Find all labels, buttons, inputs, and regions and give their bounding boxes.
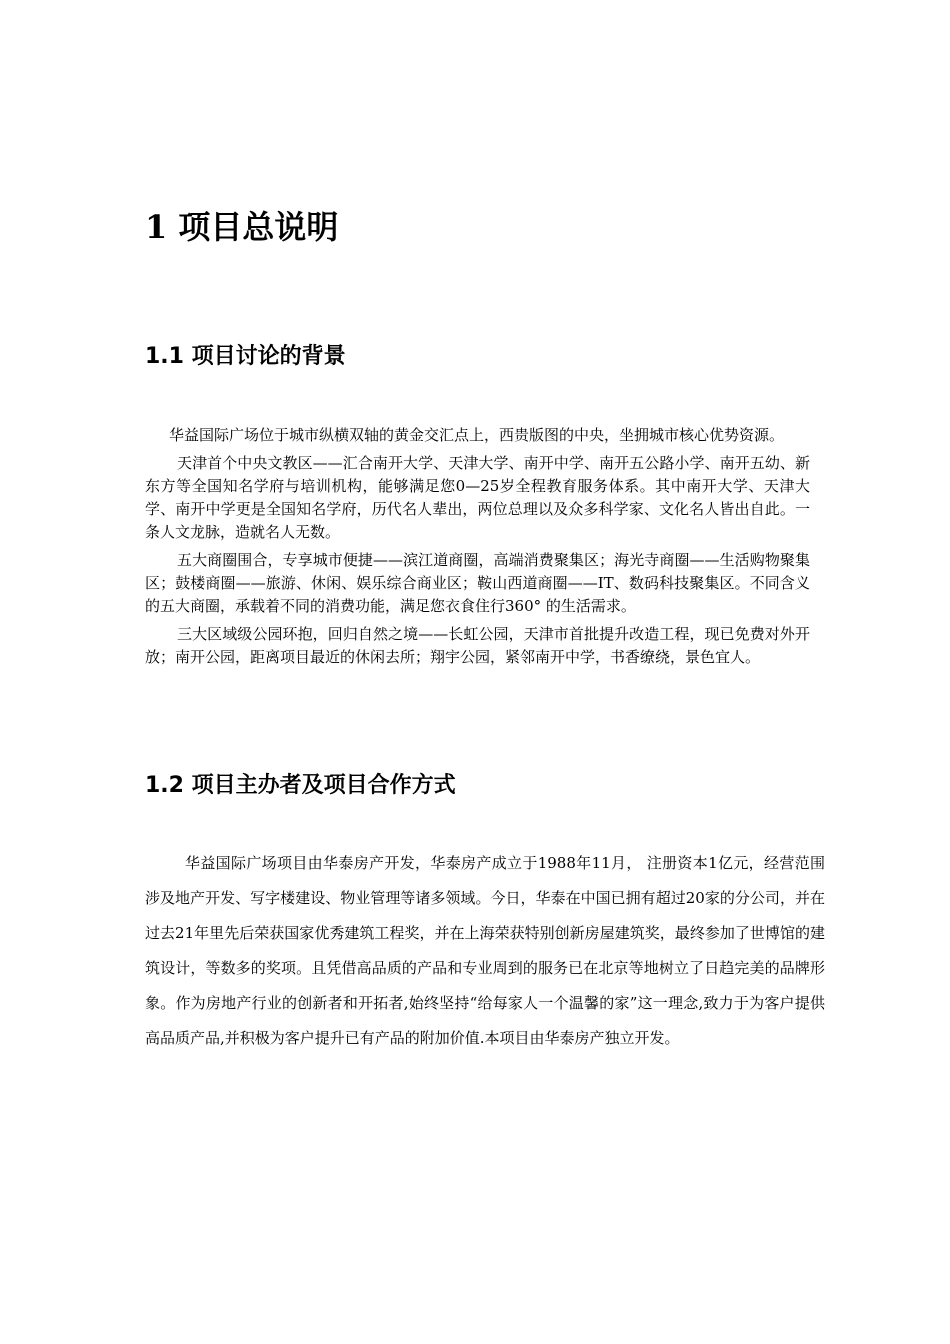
paragraph-education: 天津首个中央文教区——汇合南开大学、天津大学、南开中学、南开五公路小学、南开五幼、新东方等全国知名学府与培训机构，能够满足您0—25岁全程教育服务体系。其中南开大学、天津大学、南开中学更是全国知名学府，历代名人辈出，两位总理以及众多科学家、文化名人皆出自此。一条人文龙脉，造就名人无数。 [145, 454, 810, 541]
section-1-2-body [145, 846, 825, 1056]
paragraph-location: 华益国际广场位于城市纵横双轴的黄金交汇点上，西贵版图的中央，坐拥城市核心优势资源。 [169, 426, 785, 444]
section-1-1-body [145, 424, 810, 674]
section-1-1-heading: 1.1 项目讨论的背景 [145, 344, 346, 369]
paragraph-commerce: 五大商圈围合，专享城市便捷——滨江道商圈，高端消费聚集区；海光寺商圈——生活购物聚集区；鼓楼商圈——旅游、休闲、娱乐综合商业区；鞍山西道商圈——IT、数码科技聚集区。不同含义的五大商圈，承载着不同的消费功能，满足您衣食住行360° 的生活需求。 [145, 551, 810, 615]
section-1-2-heading: 1.2 项目主办者及项目合作方式 [145, 773, 456, 798]
paragraph-developer: 华益国际广场项目由华泰房产开发，华泰房产成立于1988年11月， 注册资本1亿元，经营范围涉及地产开发、写字楼建设、物业管理等诸多领域。今日，华泰在中国已拥有超过20家的分公司，并在过去21年里先后荣获国家优秀建筑工程奖，并在上海荣获特别创新房屋建筑奖，最终参加了世博馆的建筑设计，等数多的奖项。且凭借高品质的产品和专业周到的服务已在北京等地树立了日趋完美的品牌形象。作为房地产行业的创新者和开拓者,始终坚持“给每家人一个温馨的家”这一理念,致力于为客户提供高品质产品,并积极为客户提升已有产品的附加价值.本项目由华泰房产独立开发。 [145, 854, 825, 1047]
chapter-title: 1 项目总说明 [145, 208, 339, 246]
paragraph-parks: 三大区域级公园环抱，回归自然之境——长虹公园，天津市首批提升改造工程，现已免费对外开放；南开公园，距离项目最近的休闲去所；翔宇公园，紧邻南开中学，书香缭绕，景色宜人。 [145, 625, 810, 666]
